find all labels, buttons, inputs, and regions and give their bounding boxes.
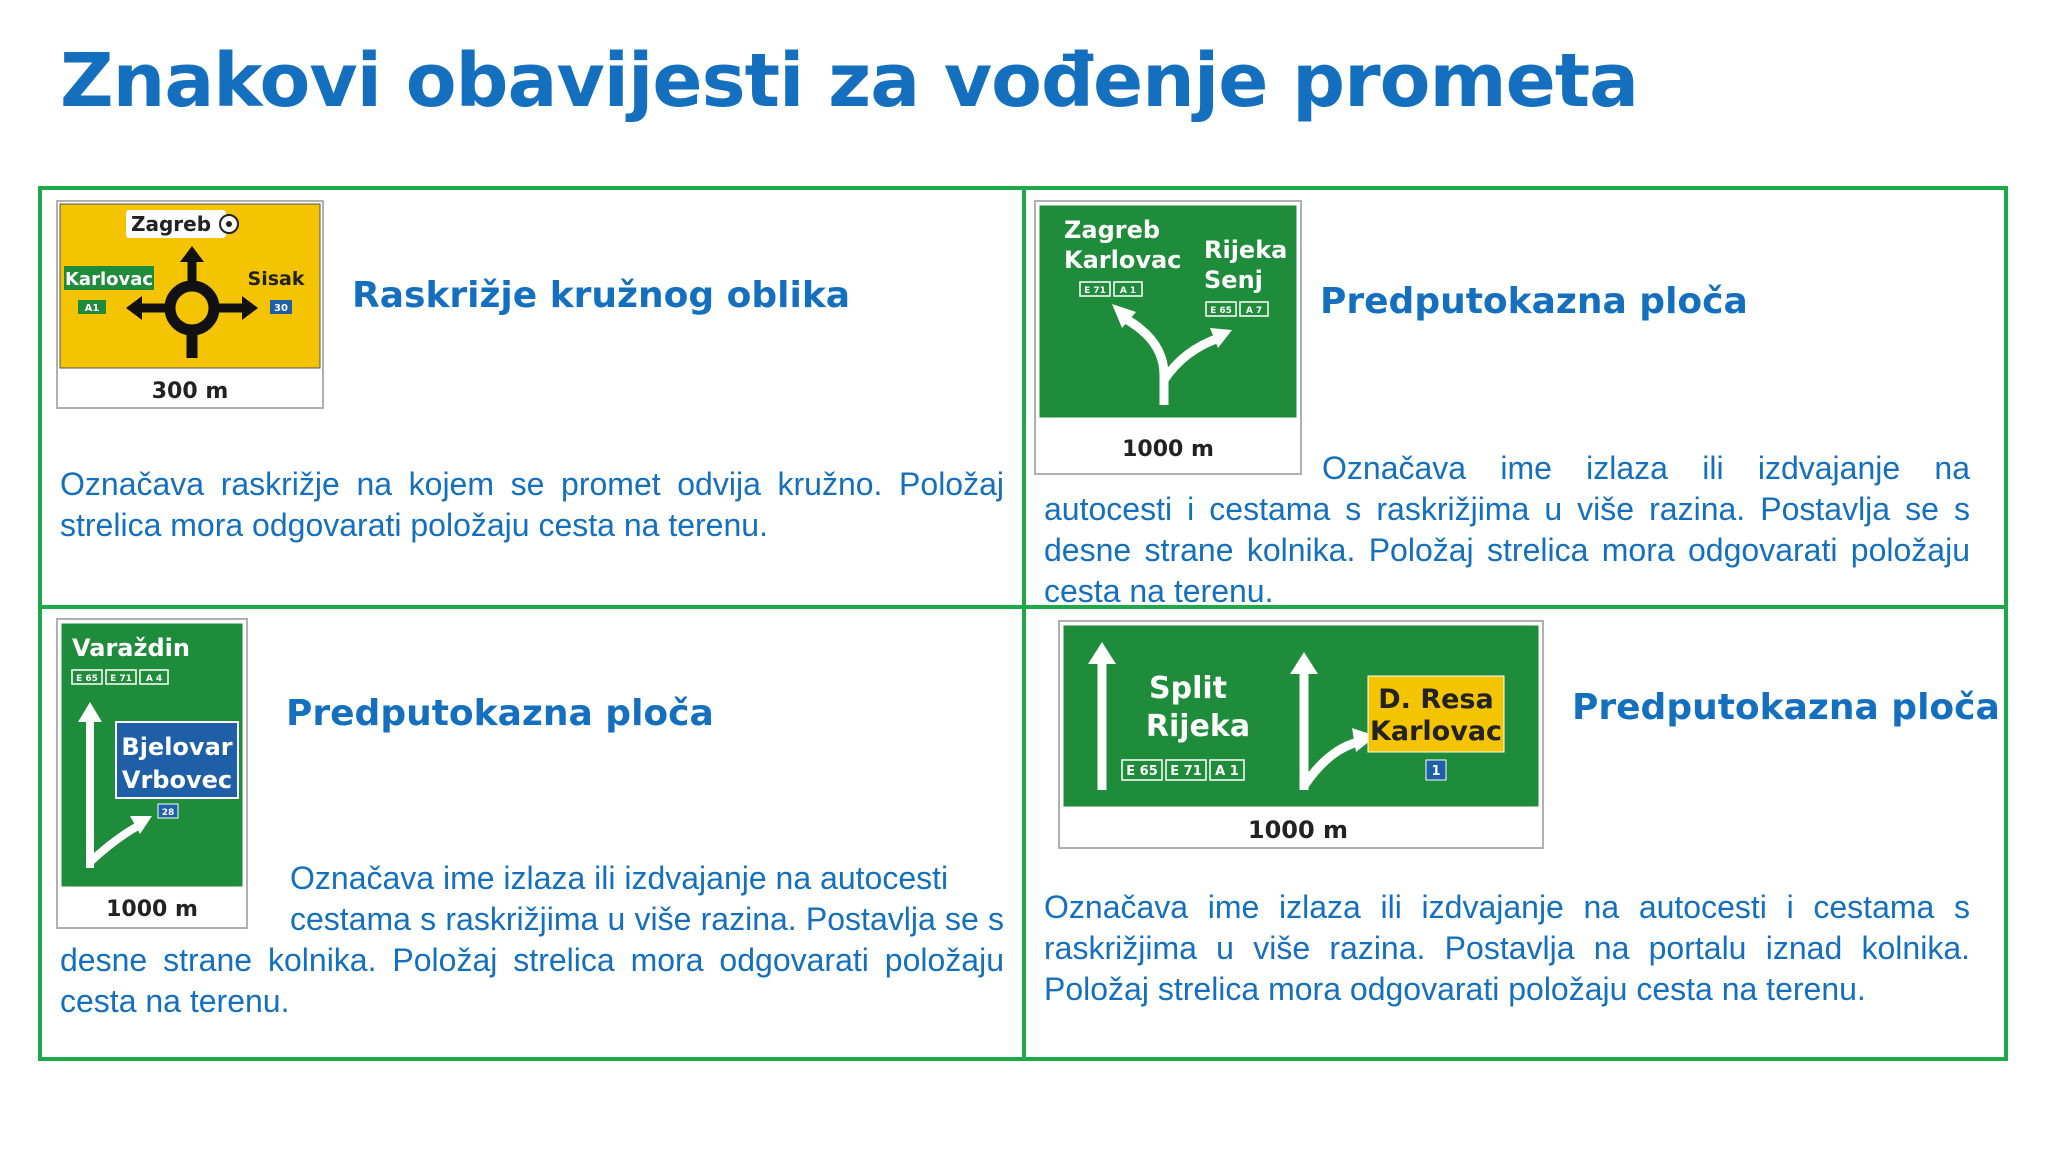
cell-heading-roundabout: Raskrižje kružnog oblika: [352, 275, 851, 316]
sign-left-route-3: A 1: [1215, 764, 1239, 779]
sign-distance: 1000 m: [106, 897, 198, 922]
sign-left-route-1: E 65: [1126, 764, 1158, 779]
sign-left-route-2: E 71: [1170, 764, 1202, 779]
sign-top-route-3: A 4: [145, 674, 163, 684]
sign-exit-line2: Vrbovec: [121, 766, 233, 794]
cell-description-predirection-2: cestama s raskrižjima u više razina. Postavlja se s desne strane kolnika. Položaj strelica mora odgovarati položaju cesta na terenu.: [60, 901, 1004, 1019]
sign-left-line2: Karlovac: [1064, 246, 1182, 274]
sign-top-route-2: E 71: [110, 674, 132, 684]
sign-left-route-2: A 1: [1119, 286, 1137, 296]
sign-destination-right: Sisak: [247, 268, 305, 290]
sign-destination-top: Zagreb: [130, 212, 212, 236]
page-title: Znakovi obavijesti za vođenje prometa: [60, 38, 1639, 124]
sign-right-line2: Senj: [1204, 266, 1263, 294]
cell-heading-predirection-3: Predputokazna ploča: [1572, 687, 2000, 728]
sign-left-route-1: E 71: [1084, 286, 1106, 296]
cell-description-predirection-3: Označava ime izlaza ili izdvajanje na autocesti i cestama s raskrižjima u više razina. Postavlja na portalu iznad kolnika. Položaj strelica mora odgovarati položaju cesta na terenu.: [1044, 889, 1970, 1007]
cell-heading-predirection-2: Predputokazna ploča: [286, 693, 714, 734]
sign-exit-line2: Karlovac: [1369, 716, 1503, 747]
predirection-sign-image-1: [1034, 200, 1302, 476]
cell-description-predirection-2-first-line: Označava ime izlaza ili izdvajanje na autocesti: [290, 860, 949, 896]
cell-heading-predirection-1: Predputokazna ploča: [1320, 281, 1748, 322]
sign-right-line1: Rijeka: [1204, 236, 1288, 264]
cell-description-predirection-1-first-line: Označava ime izlaza ili izdvajanje na: [1322, 450, 1970, 486]
sign-left-line1: Zagreb: [1064, 216, 1161, 244]
sign-right-route-2: A 7: [1245, 306, 1263, 316]
sign-exit-route: 28: [161, 808, 175, 818]
sign-left-line1: Split: [1149, 671, 1227, 706]
sign-destination-left: Karlovac: [64, 269, 154, 290]
sign-exit-line1: D. Resa: [1378, 684, 1494, 715]
sign-top-route-1: E 65: [76, 674, 98, 684]
sign-distance: 300 m: [151, 379, 229, 404]
sign-right-route-1: E 65: [1210, 306, 1232, 316]
sign-distance: 1000 m: [1122, 437, 1214, 462]
sign-top-destination: Varaždin: [72, 634, 190, 662]
roundabout-sign-image: [56, 200, 326, 410]
cell-description-predirection-1: autocesti i cestama s raskrižjima u više razina. Postavlja se s desne strane kolnika. Položaj strelica mora odgovarati položaju cesta na terenu.: [1044, 491, 1970, 609]
predirection-sign-image-3: [1058, 620, 1546, 850]
sign-exit-route: 1: [1431, 764, 1441, 779]
sign-route-left: A1: [84, 303, 100, 314]
sign-route-right: 30: [274, 303, 288, 314]
predirection-sign-image-2: [56, 618, 250, 930]
table-divider-vertical: [1022, 186, 1026, 1061]
sign-exit-line1: Bjelovar: [121, 733, 233, 761]
sign-left-line2: Rijeka: [1145, 709, 1251, 744]
cell-description-roundabout: Označava raskrižje na kojem se promet odvija kružno. Položaj strelica mora odgovarati položaju cesta na terenu.: [60, 466, 1004, 543]
sign-distance: 1000 m: [1247, 816, 1349, 844]
